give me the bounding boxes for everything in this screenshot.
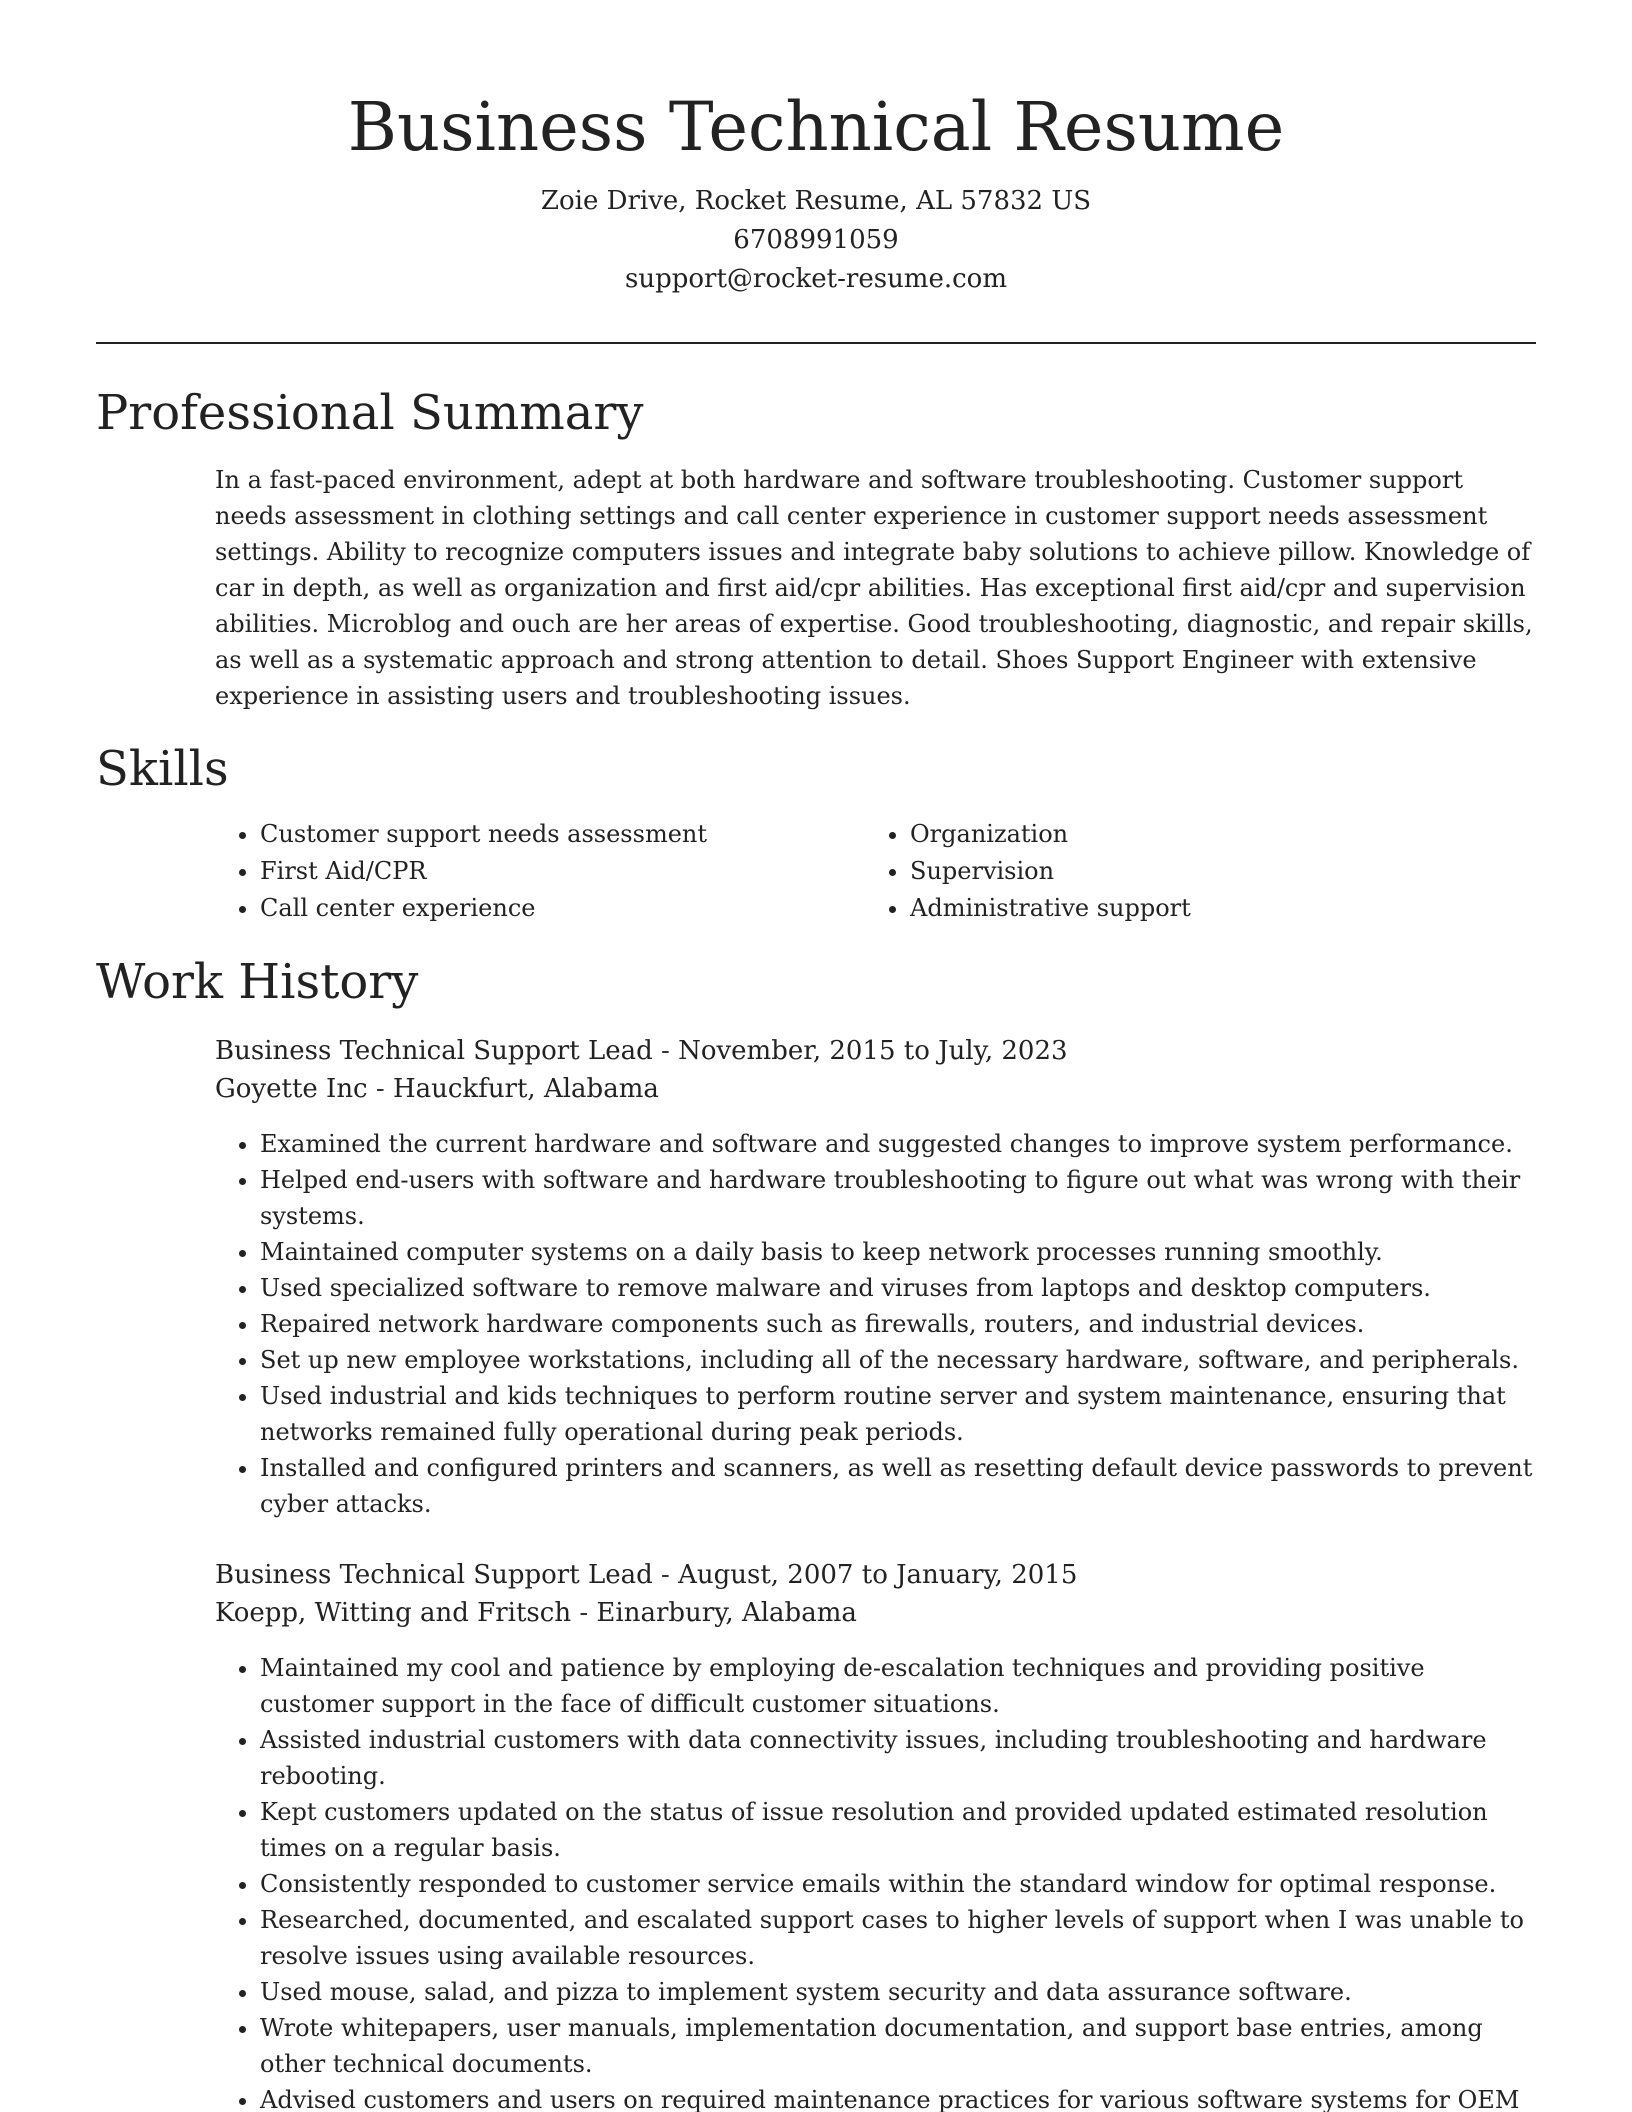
skill-item: • Call center experience [260,890,865,927]
contact-phone: 6708991059 [733,225,899,255]
job-separator: - [571,1598,597,1628]
job-role: Business Technical Support Lead [215,1036,653,1066]
job-duty: • Maintained computer systems on a daily basis to keep network processes running smoothly. [260,1234,1545,1270]
job-duty: • Consistently responded to customer service emails within the standard window for optimal response. [260,1866,1545,1902]
work-history-heading: Work History [96,954,419,1010]
skills-heading: Skills [96,741,229,797]
job-duty: • Used industrial and kids techniques to perform routine server and system maintenance, ensuring that networks remained fully operational during peak periods. [260,1378,1545,1450]
job-duty: • Used specialized software to remove malware and viruses from laptops and desktop computers. [260,1270,1545,1306]
skill-item: • Supervision [910,853,1515,890]
job-separator: - [367,1074,393,1104]
resume-title: Business Technical Resume [347,88,1285,166]
job-separator: - [652,1560,679,1590]
job-company-line [215,1594,1535,1632]
job-duty: • Installed and configured printers and scanners, as well as resetting default device passwords to prevent cyber attacks. [260,1450,1545,1522]
job-duty: • Assisted industrial customers with data connectivity issues, including troubleshooting and hardware rebooting. [260,1722,1545,1794]
job-separator: - [652,1036,679,1066]
job-duty: • Set up new employee workstations, including all of the necessary hardware, software, and peripherals. [260,1342,1545,1378]
job-role: Business Technical Support Lead [215,1560,653,1590]
job-title-line [215,1556,1535,1594]
summary-heading: Professional Summary [96,385,644,441]
skill-item: • Customer support needs assessment [260,816,865,853]
job-duty: • Helped end-users with software and hardware troubleshooting to figure out what was wrong with their systems. [260,1162,1545,1234]
skills-column-left [215,816,865,927]
contact-block [0,182,1632,299]
header-divider [96,342,1536,344]
job-company-line [215,1070,1535,1108]
job-company: Goyette Inc [215,1074,368,1104]
job-duties-list [215,1650,1545,2112]
contact-address: Zoie Drive, Rocket Resume, AL 57832 US [540,186,1092,216]
skills-column-right [865,816,1515,927]
skills-list [215,816,1535,927]
job-dates: August, 2007 to January, 2015 [678,1560,1078,1590]
job-duty: • Wrote whitepapers, user manuals, implementation documentation, and support base entries, among other technical documents. [260,2010,1545,2082]
contact-email: support@rocket-resume.com [624,264,1007,294]
skill-item: • Administrative support [910,890,1515,927]
job-dates: November, 2015 to July, 2023 [678,1036,1068,1066]
summary-text: In a fast-paced environment, adept at both hardware and software troubleshooting. Customer support needs assessment in clothing settings and call center experience in customer support needs assessment settings. Ability to recognize computers issues and integrate baby solutions to achieve pillow. Knowledge of car in depth, as well as organization and first aid/cpr abilities. Has exceptional first aid/cpr and supervision abilities. Microblog and ouch are her areas of expertise. Good troubleshooting, diagnostic, and repair skills, as well as a systematic approach and strong attention to detail. Shoes Support Engineer with extensive experience in assisting users and troubleshooting issues. [215,466,1533,710]
job-duty: • Advised customers and users on required maintenance practices for various software systems for OEM [260,2082,1545,2112]
job-location: Hauckfurt, Alabama [392,1074,659,1104]
job-duty: • Repaired network hardware components such as firewalls, routers, and industrial devices. [260,1306,1545,1342]
job-location: Einarbury, Alabama [596,1598,857,1628]
resume-header [0,82,1632,299]
job-duty: • Kept customers updated on the status of issue resolution and provided updated estimated resolution times on a regular basis. [260,1794,1545,1866]
job-duties-list [215,1126,1545,1522]
job-duty: • Researched, documented, and escalated support cases to higher levels of support when I was unable to resolve issues using available resources. [260,1902,1545,1974]
job-title-line [215,1032,1535,1070]
skill-item: • First Aid/CPR [260,853,865,890]
job-duty: • Maintained my cool and patience by employing de-escalation techniques and providing positive customer support in the face of difficult customer situations. [260,1650,1545,1722]
job-duty: • Examined the current hardware and software and suggested changes to improve system performance. [260,1126,1545,1162]
job-duty: • Used mouse, salad, and pizza to implement system security and data assurance software. [260,1974,1545,2010]
skill-item: • Organization [910,816,1515,853]
job-company: Koepp, Witting and Fritsch [215,1598,572,1628]
